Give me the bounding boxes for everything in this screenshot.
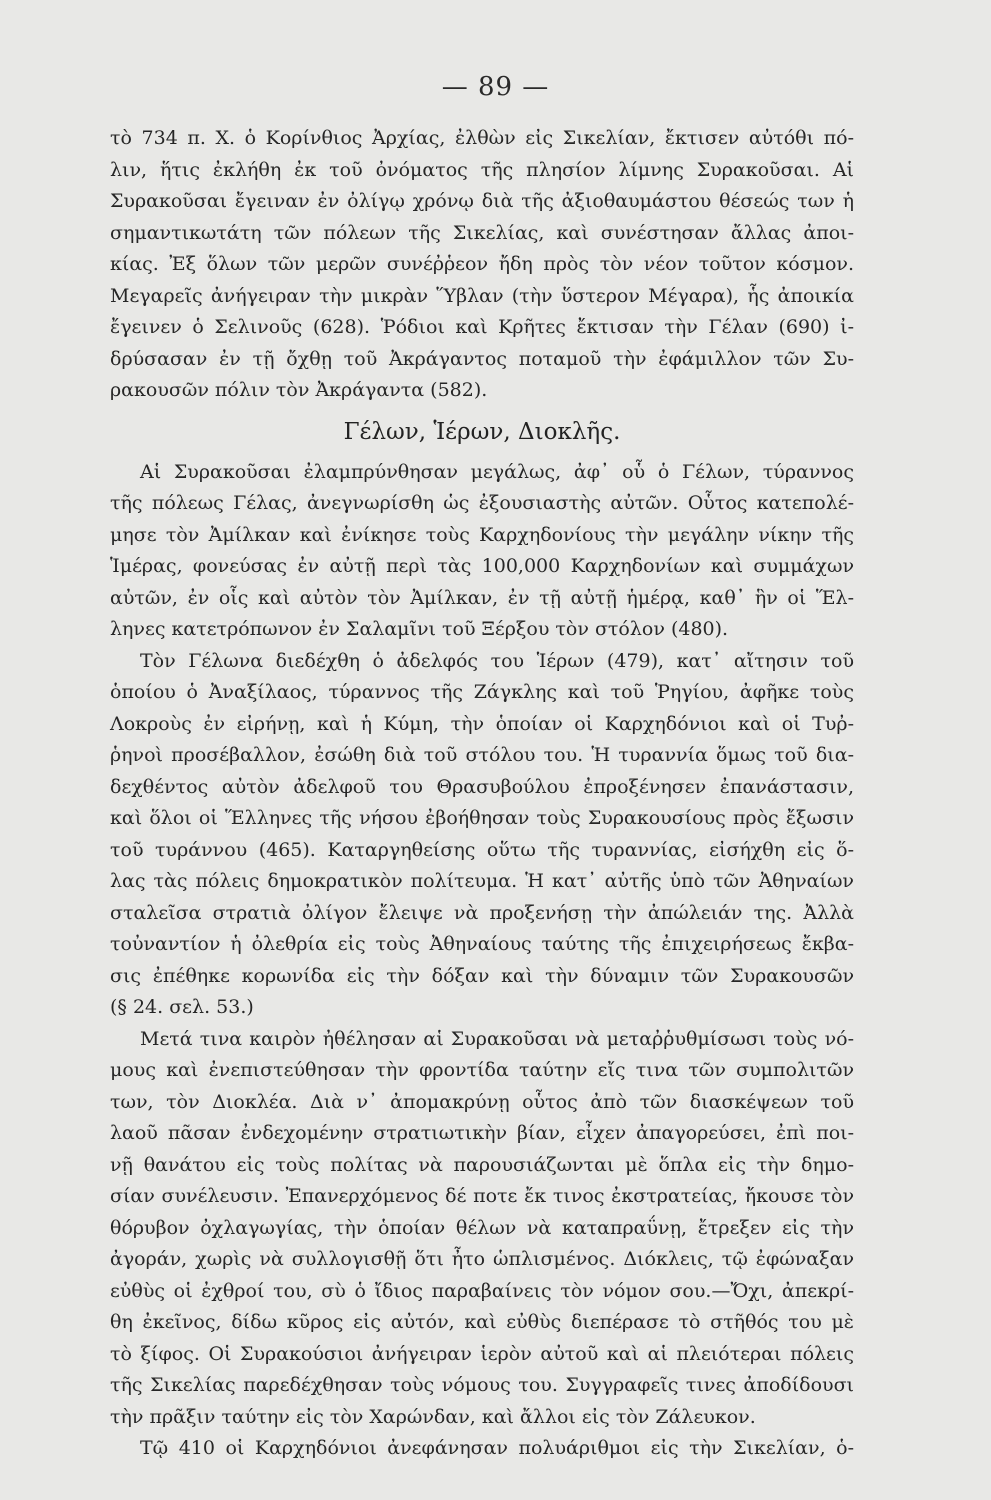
paragraph-carthaginians [110, 1433, 854, 1465]
text-line: των, τὸν Διοκλέα. Διὰ ν᾽ ἀπομακρύνῃ οὗτος ἀπὸ τῶν διασκέψεων τοῦ [110, 1090, 854, 1113]
text-line: κίας. Ἐξ ὅλων τῶν μερῶν συνέῤῥεον ἤδη πρὸς τὸν νέον τοῦτον κόσμον. [110, 253, 854, 275]
text-line: (§ 24. σελ. 53.) [110, 996, 254, 1018]
text-line: μους καὶ ἐνεπιστεύθησαν τὴν φροντίδα ταύτην εἴς τινα τῶν συμπολιτῶν [110, 1059, 854, 1081]
text-line: ἀγοράν, χωρὶς νὰ συλλογισθῇ ὅτι ἦτο ὡπλισμένος. Διόκλεις, τῷ ἐφώναξαν [110, 1248, 854, 1270]
text-line: εὐθὺς οἱ ἐχθροί του, σὺ ὁ ἴδιος παραβαίνεις τὸν νόμον σου.—Ὄχι, ἀπεκρί- [110, 1279, 854, 1302]
text-line: ληνες κατετρόπωνον ἐν Σαλαμῖνι τοῦ Ξέρξου τὸν στόλον (480). [110, 618, 729, 640]
text-line: τὸ 734 π. Χ. ὁ Κορίνθιος Ἀρχίας, ἐλθὼν εἰς Σικελίαν, ἔκτισεν αὐτόθι πό- [110, 127, 854, 149]
text-line: θόρυβον ὀχλαγωγίας, τὴν ὁποίαν θέλων νὰ καταπραΰνῃ, ἔτρεξεν εἰς τὴν [110, 1216, 854, 1239]
text-line: σταλεῖσα στρατιὰ ὀλίγον ἔλειψε νὰ προξενήσῃ τὴν ἀπώλειάν της. Ἀλλὰ [110, 901, 854, 924]
page-number: — 89 — [441, 72, 550, 102]
text-line: τοῦ τυράννου (465). Καταργηθείσης οὕτω τῆς τυραννίας, εἰσήχθη εἰς ὅ- [110, 838, 854, 861]
text-line: τὸ ξίφος. Οἱ Συρακούσιοι ἀνήγειραν ἱερὸν αὐτοῦ καὶ αἱ πλειότεραι πόλεις [110, 1342, 854, 1365]
text-line: θη ἐκεῖνος, δίδω κῦρος εἰς αὐτόν, καὶ εὐθὺς διεπέρασε τὸ στῆθός του μὲ [110, 1311, 854, 1333]
text-line: ρακουσῶν πόλιν τὸν Ἀκράγαντα (582). [110, 379, 488, 401]
text-line: σις ἐπέθηκε κορωνίδα εἰς τὴν δόξαν καὶ τὴν δύναμιν τῶν Συρακουσῶν [110, 964, 854, 987]
paragraph-gelon [110, 457, 854, 646]
text-line: τῆς Σικελίας παρεδέχθησαν τοὺς νόμους του. Συγγραφεῖς τινες ἀποδίδουσι [110, 1374, 854, 1396]
text-line: ὁποίου ὁ Ἀναξίλαος, τύραννος τῆς Ζάγκλης καὶ τοῦ Ῥηγίου, ἀφῆκε τοὺς [110, 681, 854, 703]
section-heading: Γέλων, Ἱέρων, Διοκλῆς. [343, 418, 621, 445]
text-line: σημαντικωτάτη τῶν πόλεων τῆς Σικελίας, καὶ συνέστησαν ἄλλας ἀποι- [110, 221, 854, 244]
paragraph-founding-syracuse [110, 123, 854, 407]
text-line: Τῷ 410 οἱ Καρχηδόνιοι ἀνεφάνησαν πολυάριθμοι εἰς τὴν Σικελίαν, ὁ- [140, 1437, 854, 1459]
text-line: Μεγαρεῖς ἀνήγειραν τὴν μικρὰν Ὕβλαν (τὴν ὕστερον Μέγαρα), ἧς ἀποικία [110, 284, 854, 307]
body-text [110, 123, 854, 1465]
text-line: μησε τὸν Ἀμίλκαν καὶ ἐνίκησε τοὺς Καρχηδονίους τὴν μεγάλην νίκην τῆς [110, 523, 854, 546]
text-line: Συρακοῦσαι ἔγειναν ἐν ὀλίγῳ χρόνῳ διὰ τῆς ἀξιοθαυμάστου θέσεώς των ἡ [110, 190, 854, 212]
text-line: τοὐναντίον ἡ ὀλεθρία εἰς τοὺς Ἀθηναίους ταύτης τῆς ἐπιχειρήσεως ἔκβα- [110, 933, 854, 955]
text-line: Αἱ Συρακοῦσαι ἐλαμπρύνθησαν μεγάλως, ἀφ᾽ οὗ ὁ Γέλων, τύραννος [140, 460, 854, 483]
text-line: λιν, ἥτις ἐκλήθη ἐκ τοῦ ὀνόματος τῆς πλησίον λίμνης Συρακοῦσαι. Αἱ [110, 158, 854, 181]
text-line: ῥηνοὶ προσέβαλλον, ἐσώθη διὰ τοῦ στόλου του. Ἡ τυραννία ὅμως τοῦ δια- [110, 744, 854, 766]
text-line: λας τὰς πόλεις δημοκρατικὸν πολίτευμα. Ἡ κατ᾽ αὐτῆς ὑπὸ τῶν Ἀθηναίων [110, 870, 854, 892]
text-line: Τὸν Γέλωνα διεδέχθη ὁ ἀδελφός του Ἱέρων (479), κατ᾽ αἴτησιν τοῦ [140, 649, 854, 672]
text-line: δρύσασαν ἐν τῇ ὄχθῃ τοῦ Ἀκράγαντος ποταμοῦ τὴν ἐφάμιλλον τῶν Συ- [110, 347, 854, 370]
text-line: αὐτῶν, ἐν οἷς καὶ αὐτὸν τὸν Ἀμίλκαν, ἐν τῇ αὐτῇ ἡμέρᾳ, καθ᾽ ἣν οἱ Ἕλ- [110, 586, 854, 609]
paragraph-diocles [110, 1024, 854, 1434]
text-line: Ἱμέρας, φονεύσας ἐν αὐτῇ περὶ τὰς 100,000 Καρχηδονίων καὶ συμμάχων [110, 555, 854, 577]
text-line: λαοῦ πᾶσαν ἐνδεχομένην στρατιωτικὴν βίαν, εἶχεν ἀπαγορεύσει, ἐπὶ ποι- [110, 1122, 854, 1144]
text-line: σίαν συνέλευσιν. Ἐπανερχόμενος δέ ποτε ἔκ τινος ἐκστρατείας, ἤκουσε τὸν [110, 1185, 854, 1207]
text-line: Μετά τινα καιρὸν ἠθέλησαν αἱ Συρακοῦσαι νὰ μεταῤῥυθμίσωσι τοὺς νό- [140, 1027, 854, 1050]
text-line: τῆς πόλεως Γέλας, ἀνεγνωρίσθη ὡς ἐξουσιαστὴς αὐτῶν. Οὗτος κατεπολέ- [110, 492, 854, 514]
text-line: νῇ θανάτου εἰς τοὺς πολίτας νὰ παρουσιάζωνται μὲ ὅπλα εἰς τὴν δημο- [110, 1153, 854, 1176]
text-line: καὶ ὅλοι οἱ Ἕλληνες τῆς νήσου ἐβοήθησαν τοὺς Συρακουσίους πρὸς ἔξωσιν [110, 807, 854, 829]
text-line: τὴν πρᾶξιν ταύτην εἰς τὸν Χαρώνδαν, καὶ ἄλλοι εἰς τὸν Ζάλευκον. [110, 1405, 756, 1428]
text-line: ἔγεινεν ὁ Σελινοῦς (628). Ῥόδιοι καὶ Κρῆτες ἔκτισαν τὴν Γέλαν (690) ἰ- [110, 316, 854, 338]
text-line: δεχθέντος αὐτὸν ἀδελφοῦ του Θρασυβούλου ἐπροξένησεν ἐπανάστασιν, [110, 775, 854, 798]
text-line: Λοκροὺς ἐν εἰρήνῃ, καὶ ἡ Κύμη, τὴν ὁποίαν οἱ Καρχηδόνιοι καὶ οἱ Τυῤ- [110, 712, 854, 735]
paragraph-hieron [110, 646, 854, 1024]
